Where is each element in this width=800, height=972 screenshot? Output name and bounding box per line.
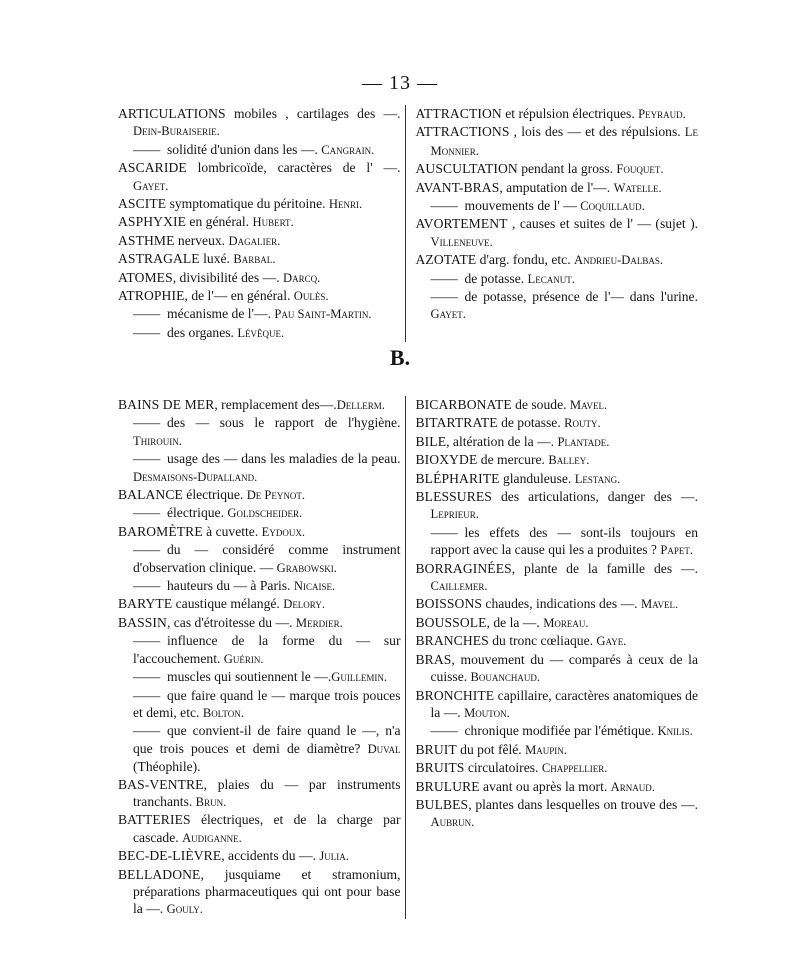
entry-author: Gouly. xyxy=(166,902,203,917)
index-entry xyxy=(416,433,699,451)
entry-author: Bouanchaud. xyxy=(470,670,541,685)
entry-headword: BLESSURES xyxy=(415,489,492,505)
entry-author: Plantade. xyxy=(557,434,610,449)
section-letter-b: B. xyxy=(389,345,411,370)
entry-author-tail: (Théophile). xyxy=(133,759,201,775)
index-entry xyxy=(118,287,401,305)
entry-text: influence de la forme du — sur l'accouchement. xyxy=(133,633,401,666)
repeat-dash: —— xyxy=(133,542,161,558)
entry-headword: ATROPHIE xyxy=(118,288,185,304)
entry-text: que convient-il de faire quand le —, n'a que trois pouces et demi de diamètre? xyxy=(133,723,401,756)
repeat-dash: —— xyxy=(430,289,458,305)
entry-headword: BAINS DE MER xyxy=(118,397,215,412)
index-entry xyxy=(416,451,699,469)
entry-text: , plaies du — par instruments tranchants. xyxy=(133,776,401,809)
entry-text: nerveux. xyxy=(174,232,229,248)
index-entry xyxy=(118,195,401,213)
entry-author: Peyraud. xyxy=(638,107,686,121)
entry-author: Audiganne. xyxy=(182,830,242,845)
entry-author: Andrieu-Dalbas. xyxy=(574,253,664,268)
entry-text: de potasse, présence de l'— dans l'urine. xyxy=(464,289,698,305)
index-entry xyxy=(118,232,401,250)
entry-author: Gaye. xyxy=(596,634,627,649)
index-entry xyxy=(416,414,699,432)
index-entry xyxy=(118,776,401,812)
entry-text: , divisibilité des —. xyxy=(172,269,284,285)
entry-author: Aubrun. xyxy=(430,815,475,830)
entry-author: Lestang. xyxy=(574,471,621,486)
index-entry xyxy=(118,486,401,504)
entry-headword: ATTRACTIONS xyxy=(415,124,510,140)
index-entry xyxy=(416,270,699,288)
entry-text: , jusquiame et stramonium, préparations pharmaceutiques qui ont pour base la —. xyxy=(133,866,401,917)
entry-author: Fouquet. xyxy=(616,162,664,177)
repeat-dash: —— xyxy=(133,141,161,157)
repeat-dash: —— xyxy=(430,723,458,739)
entry-headword: ASCITE xyxy=(118,196,167,212)
entry-author: Goldscheider. xyxy=(227,506,303,521)
entry-text: solidité d'union dans les —. xyxy=(167,141,322,157)
entry-author: Dagalier. xyxy=(228,233,281,248)
entry-headword: BILE xyxy=(415,433,447,449)
entry-author: Mouton. xyxy=(464,705,510,720)
entry-text: , amputation de l'—. xyxy=(499,179,614,195)
entry-text: mobiles , cartilages des —. xyxy=(225,106,401,121)
entry-author: Caillemer. xyxy=(430,579,488,594)
index-entry xyxy=(118,668,401,686)
entry-author: Barbal. xyxy=(233,252,276,267)
index-entry xyxy=(118,159,401,195)
entry-author: Dein-Buraiserie. xyxy=(133,124,220,139)
entry-text: électriques, et de la charge par cascade. xyxy=(133,812,401,845)
entry-author: Balley. xyxy=(548,453,590,468)
entry-text: de soude. xyxy=(511,397,570,412)
entry-headword: BRULURE xyxy=(415,778,480,794)
index-entry xyxy=(416,524,699,560)
entry-author: Knilis. xyxy=(657,724,693,739)
index-entry xyxy=(416,595,699,613)
entry-author: Thirouin. xyxy=(133,433,182,448)
entry-author: Leprieur. xyxy=(430,507,479,522)
index-entry xyxy=(118,847,401,865)
index-entry xyxy=(118,305,401,323)
entry-author: Nicaise. xyxy=(293,579,336,594)
entry-author: Lecanut. xyxy=(527,271,575,286)
entry-headword: BICARBONATE xyxy=(415,397,512,412)
entry-text: , lois des — et des répulsions. xyxy=(509,124,685,140)
entry-text: symptomatique du péritoine. xyxy=(166,196,329,212)
index-entry xyxy=(416,778,699,796)
entry-author: Duval xyxy=(367,741,401,756)
entry-author: Grabowski. xyxy=(276,560,337,575)
entry-headword: ARTICULATIONS xyxy=(118,106,226,121)
entry-author: Eydoux. xyxy=(261,524,305,539)
entry-author: Hubert. xyxy=(252,215,294,230)
entry-author: Desmaisons-Dupalland. xyxy=(133,469,258,484)
index-entry xyxy=(416,796,699,832)
index-entry xyxy=(416,632,699,650)
repeat-dash: —— xyxy=(133,306,161,322)
entry-headword: AVANT-BRAS xyxy=(415,179,500,195)
entry-author: Gayet. xyxy=(430,307,466,322)
entry-author: Le Monnier. xyxy=(430,125,698,158)
index-entry xyxy=(118,632,401,668)
entry-headword: BRAS xyxy=(415,651,452,667)
entry-text: et répulsion électriques. xyxy=(501,106,639,121)
index-entry xyxy=(416,160,699,178)
repeat-dash: —— xyxy=(133,451,161,467)
entry-text: en général. xyxy=(186,214,253,230)
entry-text: , mouvement du — comparés à ceux de la cuisse. xyxy=(430,651,698,685)
index-entry xyxy=(118,722,401,775)
entry-text: , de l'— en général. xyxy=(184,288,294,304)
entry-headword: BEC-DE-LIÈVRE xyxy=(118,848,222,864)
index-column-right xyxy=(405,105,699,342)
entry-headword: BRUITS xyxy=(415,760,465,776)
index-entry xyxy=(118,324,401,342)
index-entry xyxy=(118,504,401,522)
entry-headword: BIOXYDE xyxy=(415,452,478,468)
entry-text: des organes. xyxy=(167,324,238,340)
entry-text: du — considéré comme instrument d'observation clinique. — xyxy=(133,542,401,575)
entry-text: muscles qui soutiennent le —. xyxy=(167,669,332,685)
index-section-a xyxy=(118,105,698,342)
entry-text: de potasse. xyxy=(497,415,565,431)
entry-headword: BARYTE xyxy=(118,596,173,612)
index-entry xyxy=(118,250,401,268)
entry-headword: BOUSSOLE xyxy=(415,614,487,630)
index-entry xyxy=(416,288,699,324)
entry-text: lombricoïde, caractères de l' —. xyxy=(186,160,401,176)
entry-text: de potasse. xyxy=(464,270,528,286)
entry-headword: AVORTEMENT xyxy=(415,216,508,232)
index-entry xyxy=(118,811,401,847)
repeat-dash: —— xyxy=(133,687,161,703)
repeat-dash: —— xyxy=(133,633,161,649)
index-entry xyxy=(416,123,699,160)
entry-author: Papet. xyxy=(660,543,694,558)
entry-text: , accidents du —. xyxy=(221,848,320,864)
index-entry xyxy=(118,577,401,595)
index-entry xyxy=(118,105,401,141)
entry-text: , plantes dans lesquelles on trouve des —. xyxy=(468,796,698,812)
entry-headword: BASSIN xyxy=(118,614,167,630)
entry-author: Arnaud. xyxy=(610,779,655,794)
entry-headword: BORRAGINÉES xyxy=(415,560,512,576)
entry-text: caustique mélangé. xyxy=(172,596,284,612)
entry-text: que faire quand le — marque trois pouces et demi, etc. xyxy=(133,687,401,720)
entry-text: chronique modifiée par l'émétique. xyxy=(464,723,658,739)
repeat-dash: —— xyxy=(133,723,161,739)
index-entry xyxy=(118,269,401,287)
entry-headword: BITARTRATE xyxy=(415,415,498,431)
index-entry xyxy=(118,541,401,577)
entry-headword: BRANCHES xyxy=(415,633,489,649)
repeat-dash: —— xyxy=(430,524,458,540)
index-entry xyxy=(416,651,699,687)
entry-text: d'arg. fondu, etc. xyxy=(476,252,574,268)
entry-author: Gayet. xyxy=(133,178,169,193)
repeat-dash: —— xyxy=(133,578,161,594)
index-entry xyxy=(416,179,699,197)
entry-text: des — sous le rapport de l'hygiène. xyxy=(167,415,401,431)
index-section-b xyxy=(118,396,698,919)
entry-text: capillaire, caractères anatomiques de la —. xyxy=(430,687,698,720)
index-entry xyxy=(416,215,699,251)
repeat-dash: —— xyxy=(133,669,161,685)
entry-author: Mavel. xyxy=(569,398,608,412)
index-entry xyxy=(416,197,699,215)
index-entry xyxy=(118,687,401,723)
entry-text: hauteurs du — à Paris. xyxy=(167,578,294,594)
index-column-left xyxy=(118,105,405,342)
entry-author: Mavel. xyxy=(640,597,679,612)
entry-author: Villeneuve. xyxy=(430,234,493,249)
entry-headword: BALANCE xyxy=(118,487,183,503)
entry-headword: BAS-VENTRE xyxy=(118,776,204,792)
entry-text: , de la —. xyxy=(486,614,544,630)
entry-author: Dellerm. xyxy=(336,398,385,412)
entry-text: circulatoires. xyxy=(464,760,542,776)
index-entry xyxy=(416,614,699,632)
repeat-dash: —— xyxy=(133,324,161,340)
entry-text: mouvements de l' — xyxy=(464,198,581,214)
entry-author: Brun. xyxy=(195,794,227,809)
entry-text: des articulations, danger des —. xyxy=(491,489,698,505)
entry-text: usage des — dans les maladies de la peau. xyxy=(167,451,401,467)
index-entry xyxy=(118,414,401,450)
entry-headword: BRONCHITE xyxy=(415,687,495,703)
repeat-dash: —— xyxy=(133,505,161,521)
page-number: — 13 — xyxy=(362,72,438,94)
entry-text: mécanisme de l'—. xyxy=(167,306,275,322)
entry-author: Guérin. xyxy=(223,651,264,666)
entry-text: du tronc cœliaque. xyxy=(488,633,597,649)
index-entry xyxy=(118,213,401,231)
entry-author: Oulès. xyxy=(293,289,329,304)
index-column-left xyxy=(118,396,405,919)
entry-text: pendant la gross. xyxy=(517,161,617,177)
repeat-dash: —— xyxy=(133,415,161,431)
entry-author: Maupin. xyxy=(525,742,567,757)
entry-text: , cas d'étroitesse du —. xyxy=(166,614,296,630)
entry-author: Bolton. xyxy=(202,705,244,720)
entry-text: chaudes, indications des —. xyxy=(482,596,641,612)
entry-author: Henri. xyxy=(328,197,363,212)
index-entry xyxy=(118,396,401,414)
entry-author: Merdier. xyxy=(295,615,343,630)
entry-text: , remplacement des—. xyxy=(214,397,337,412)
entry-author: Delory. xyxy=(283,597,325,612)
index-entry xyxy=(416,488,699,524)
index-entry xyxy=(416,759,699,777)
index-entry xyxy=(416,251,699,269)
entry-author: Chappellier. xyxy=(541,761,608,776)
index-entry xyxy=(118,450,401,486)
entry-author: Julia. xyxy=(319,849,349,864)
entry-text: du pot fêlé. xyxy=(456,741,526,757)
repeat-dash: —— xyxy=(430,270,458,286)
index-entry xyxy=(416,741,699,759)
index-entry xyxy=(416,396,699,414)
entry-text: , causes et suites de l' — (sujet ). xyxy=(507,216,698,232)
entry-headword: BELLADONE xyxy=(118,866,201,882)
entry-text: électrique. xyxy=(182,487,247,503)
index-entry xyxy=(416,105,699,123)
entry-text: luxé. xyxy=(199,251,234,267)
entry-author: Coquillaud. xyxy=(580,199,645,214)
entry-headword: BULBES xyxy=(415,796,469,812)
entry-text: glanduleuse. xyxy=(499,470,575,486)
entry-author: Pau Saint-Martin. xyxy=(274,307,372,322)
index-entry xyxy=(118,141,401,159)
index-entry xyxy=(416,560,699,596)
entry-text: à cuvette. xyxy=(202,523,262,539)
entry-text: , altération de la —. xyxy=(446,433,558,449)
entry-headword: BRUIT xyxy=(415,741,457,757)
entry-headword: AZOTATE xyxy=(415,252,477,268)
entry-author: Darcq. xyxy=(283,270,321,285)
entry-author: Routy. xyxy=(564,416,601,431)
entry-headword: ATTRACTION xyxy=(415,106,502,121)
repeat-dash: —— xyxy=(430,198,458,214)
entry-author: Watelle. xyxy=(613,180,662,195)
index-entry xyxy=(118,614,401,632)
entry-headword: BOISSONS xyxy=(415,596,483,612)
entry-headword: ASCARIDE xyxy=(118,160,187,176)
entry-headword: BATTERIES xyxy=(118,812,191,828)
index-column-right xyxy=(405,396,699,919)
entry-author: Lévêque. xyxy=(237,325,285,340)
entry-headword: AUSCULTATION xyxy=(415,161,518,177)
index-entry xyxy=(118,866,401,919)
entry-text: de mercure. xyxy=(477,452,549,468)
entry-text: , plante de la famille des —. xyxy=(511,560,698,576)
entry-headword: ASTRAGALE xyxy=(118,251,200,267)
index-entry xyxy=(416,722,699,740)
entry-text: électrique. xyxy=(167,505,228,521)
entry-headword: ASPHYXIE xyxy=(118,214,187,230)
entry-headword: ATOMES xyxy=(118,269,173,285)
index-entry xyxy=(118,595,401,613)
index-entry xyxy=(118,523,401,541)
entry-text: les effets des — sont-ils toujours en rapport avec la cause qui les a produites ? xyxy=(430,524,698,558)
entry-text: avant ou après la mort. xyxy=(479,778,611,794)
entry-headword: BLÉPHARITE xyxy=(415,470,500,486)
entry-author: De Peynot. xyxy=(246,488,306,503)
index-entry xyxy=(416,470,699,488)
entry-author: Guillemin. xyxy=(331,670,387,685)
index-entry xyxy=(416,687,699,723)
entry-author: Moreau. xyxy=(543,615,589,630)
entry-headword: BAROMÈTRE xyxy=(118,523,203,539)
entry-headword: ASTHME xyxy=(118,232,175,248)
entry-author: Cangrain. xyxy=(321,142,375,157)
